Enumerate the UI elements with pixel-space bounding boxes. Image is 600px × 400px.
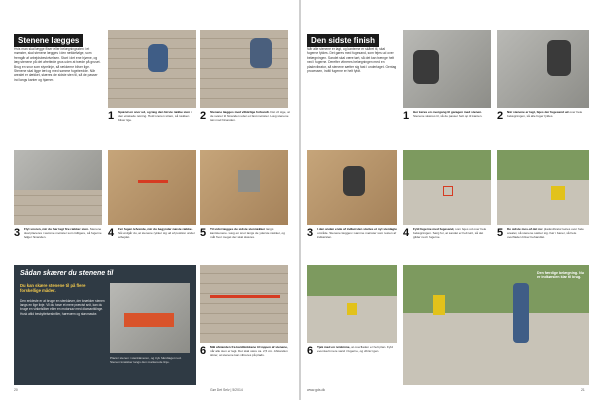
left-footer-text: Gør Det Selv | 5/2014: [210, 388, 243, 392]
right-step-1-photo: [403, 30, 491, 108]
right-page: [301, 0, 600, 400]
step-1-photo: [108, 30, 196, 108]
right-step-5-photo: [497, 150, 589, 225]
right-page-number: 21: [581, 388, 585, 392]
cutting-info-box: [14, 265, 196, 385]
right-step-3-text: område. Stenene lægges i samme mønster som resten af indkørslen.: [317, 230, 397, 239]
plate-compactor: [433, 295, 445, 315]
right-step-6-number: 6: [307, 345, 314, 357]
step-1-caption: [118, 111, 196, 133]
right-step-5-title: De sidste mos-af det nu:: [507, 228, 543, 231]
right-step-2-photo: [497, 30, 589, 108]
step-3-text: Stenene skal placeres i samme mønster som tidligere, så fugerne følger hinanden.: [24, 228, 102, 239]
step-4-number: 4: [108, 227, 115, 239]
right-step-4-title: Fyld fugerne med fugesand,: [413, 228, 455, 231]
right-heading-wrap: [307, 30, 379, 48]
step-2-title: Stenene lægges med vilkårlige forbandt.: [210, 111, 270, 114]
step-4-caption: [118, 228, 196, 258]
step-1-number: 1: [108, 110, 115, 122]
closing-photo-caption: Den færdige belægning. Nu er indkørslen klar til brug.: [537, 271, 584, 280]
direction-mark: [443, 186, 453, 196]
step-6-number: 6: [200, 345, 207, 357]
step-2-photo: [200, 30, 288, 108]
plate-compactor: [551, 186, 565, 200]
right-step-2-caption: [507, 111, 591, 141]
right-step-5-number: 5: [497, 227, 504, 239]
right-step-3-number: 3: [307, 227, 314, 239]
right-step-2-number: 2: [497, 110, 504, 122]
paving-stone: [238, 170, 260, 192]
right-step-5-caption: [507, 228, 591, 262]
right-step-3-caption: [317, 228, 397, 262]
right-step-1-caption: [413, 111, 491, 141]
step-2-text: Det vil sige, at de svarer til hinanden uden et fast mønster. Læg stenene tæt mod hinanden.: [210, 111, 290, 122]
finished-driveway-photo: [403, 265, 589, 385]
left-page: [0, 0, 299, 400]
worker-figure: [148, 44, 168, 72]
worker-figure: [547, 40, 571, 76]
step-2-number: 2: [200, 110, 207, 122]
right-step-6-photo: [307, 265, 397, 343]
level-tool: [138, 180, 168, 183]
step-3-number: 3: [14, 227, 21, 239]
plate-compactor: [347, 303, 357, 315]
box-photo-caption: Placér stenen i stenkløveren, og tryk håndtaget ned. Stenen knækker langs den markerede linje.: [110, 357, 182, 364]
right-step-6-text: at overfladen er helt plan. Fyld eventuelt mere sand i fugerne, og vibrér igen.: [317, 346, 393, 353]
right-step-2-title: Når stenene er lagt, fejes der fugesand ud: [507, 111, 569, 114]
step-4-text: Så undgår du, at stenene rykker sig ud af position under arbejdet.: [118, 230, 195, 239]
right-step-4-number: 4: [403, 227, 410, 239]
box-text: Den enkleste er at bruge en stenkløver, der knækker stenen langs en lige linje. Vil du have et mere præcist snit, kan du bruge en vinkelsliber eller en motorsav med diamantklinge. Husk altid beskyttelsesbriller, høreværn og støvmaske.: [20, 299, 105, 316]
step-6-title: Mål afstanden fra kantblokkene til toppen af stenene,: [210, 346, 288, 349]
step-3-photo: [14, 150, 102, 225]
left-intro-text: Hvis man skal lægge fliser eller belægningssten i et mønster, skal stenene lægges i den rækkefølge, som fremgår af arbejdsbeskrivelsen. Start i det ene hjørne, og læg stenene på det afrettede grus uden at træde på gruset. Brug en snor som styrelinje, så rækkerne bliver lige. Stenene skal ligge tæt og med samme fugebredde. Når arealet er dækket, skæres de sidste sten til, så de passer ind langs kanter og hjørner.: [14, 47, 101, 82]
stone-cutter: [124, 313, 174, 327]
step-6-photo: [200, 265, 288, 343]
right-step-1-title: Her køres en overgang til garagen med stenen.: [413, 111, 482, 114]
box-title: Sådan skærer du stenene til: [20, 270, 114, 277]
box-photo: [110, 283, 190, 353]
right-page-heading: Den sidste finish: [307, 34, 379, 47]
step-5-caption: [210, 228, 290, 258]
right-step-3-title: I den anden ende af indkørslen startes et nyt stenlagte: [317, 228, 397, 231]
box-lead: Du kan skære stenene til på flere forskellige måder.: [20, 283, 86, 293]
step-3-caption: [24, 228, 102, 258]
right-step-4-caption: [413, 228, 491, 262]
paving-area: [14, 190, 102, 225]
step-5-text: langs kantstenene. Læg en snor langs de yderste rækker, og mål hvor meget der skal skæres.: [210, 228, 285, 239]
right-intro-text: Når alle stenene er lagt, og kanterne er skåret til, skal fugerne fyldes. Det gøres med fugesand, som fejes ud over belægningen. Sandet skal være tørt, så det kan trænge helt ned i fugerne. Derefter vibreres belægningen med en pladevibrator, så stenene sætter sig fast i underlaget. Gentag processen, indtil fugerne er helt fyldt.: [307, 47, 397, 74]
measuring-tape: [210, 295, 280, 298]
step-1-text: i den ønskede retning. Hold snoren stram, så rækken bliver lige.: [118, 111, 192, 122]
worker-figure: [250, 38, 272, 68]
worker-figure: [413, 50, 439, 84]
step-6-caption: [210, 346, 290, 380]
right-step-1-number: 1: [403, 110, 410, 122]
right-step-2-text: over hele belægningen, så alle fuger fyldes.: [507, 111, 583, 118]
step-5-photo: [200, 150, 288, 225]
right-footer-text: www.gds.dk: [307, 388, 326, 392]
step-2-caption: [210, 111, 290, 133]
right-step-4-text: som fejes ud over hele belægningen. Sørg for, at sandet er helt tørt, så det glider ned i fugerne.: [413, 228, 487, 239]
left-page-heading: Stenene lægges: [14, 34, 83, 47]
step-5-title: Til sidst lægges de sidste stenrækker: [210, 228, 266, 231]
worker-figure: [343, 166, 365, 196]
worker-figure: [513, 283, 529, 343]
right-step-3-photo: [307, 150, 397, 225]
right-step-5-text: pladevibrator køres over hele arealet, så stenene sætter sig. Kør i baner, så hele overfladen bliver behandlet.: [507, 228, 584, 239]
step-1-title: Spænd en snor ud, og læg den første række sten: [118, 111, 191, 114]
right-step-6-caption: [317, 346, 397, 380]
step-6-text: når alle sten er lagt. Det skal være ca. 2,5 cm. Afstanden sikrer, at stenene kan vibreres på plads.: [210, 348, 288, 357]
right-step-4-photo: [403, 150, 491, 225]
left-page-number: 20: [14, 388, 18, 392]
right-step-6-title: Tjek med en retskinne,: [317, 346, 351, 349]
step-4-title: Før fugen lefvende, når du begynder næste række.: [118, 228, 193, 231]
step-3-title: Flyt snoren, når du har lagt fire rækker sten.: [24, 228, 89, 231]
left-heading-wrap: [14, 30, 83, 48]
step-5-number: 5: [200, 227, 207, 239]
step-4-photo: [108, 150, 196, 225]
right-step-1-text: Stenene skæres til, så de passer helt op til kanten.: [413, 113, 483, 118]
